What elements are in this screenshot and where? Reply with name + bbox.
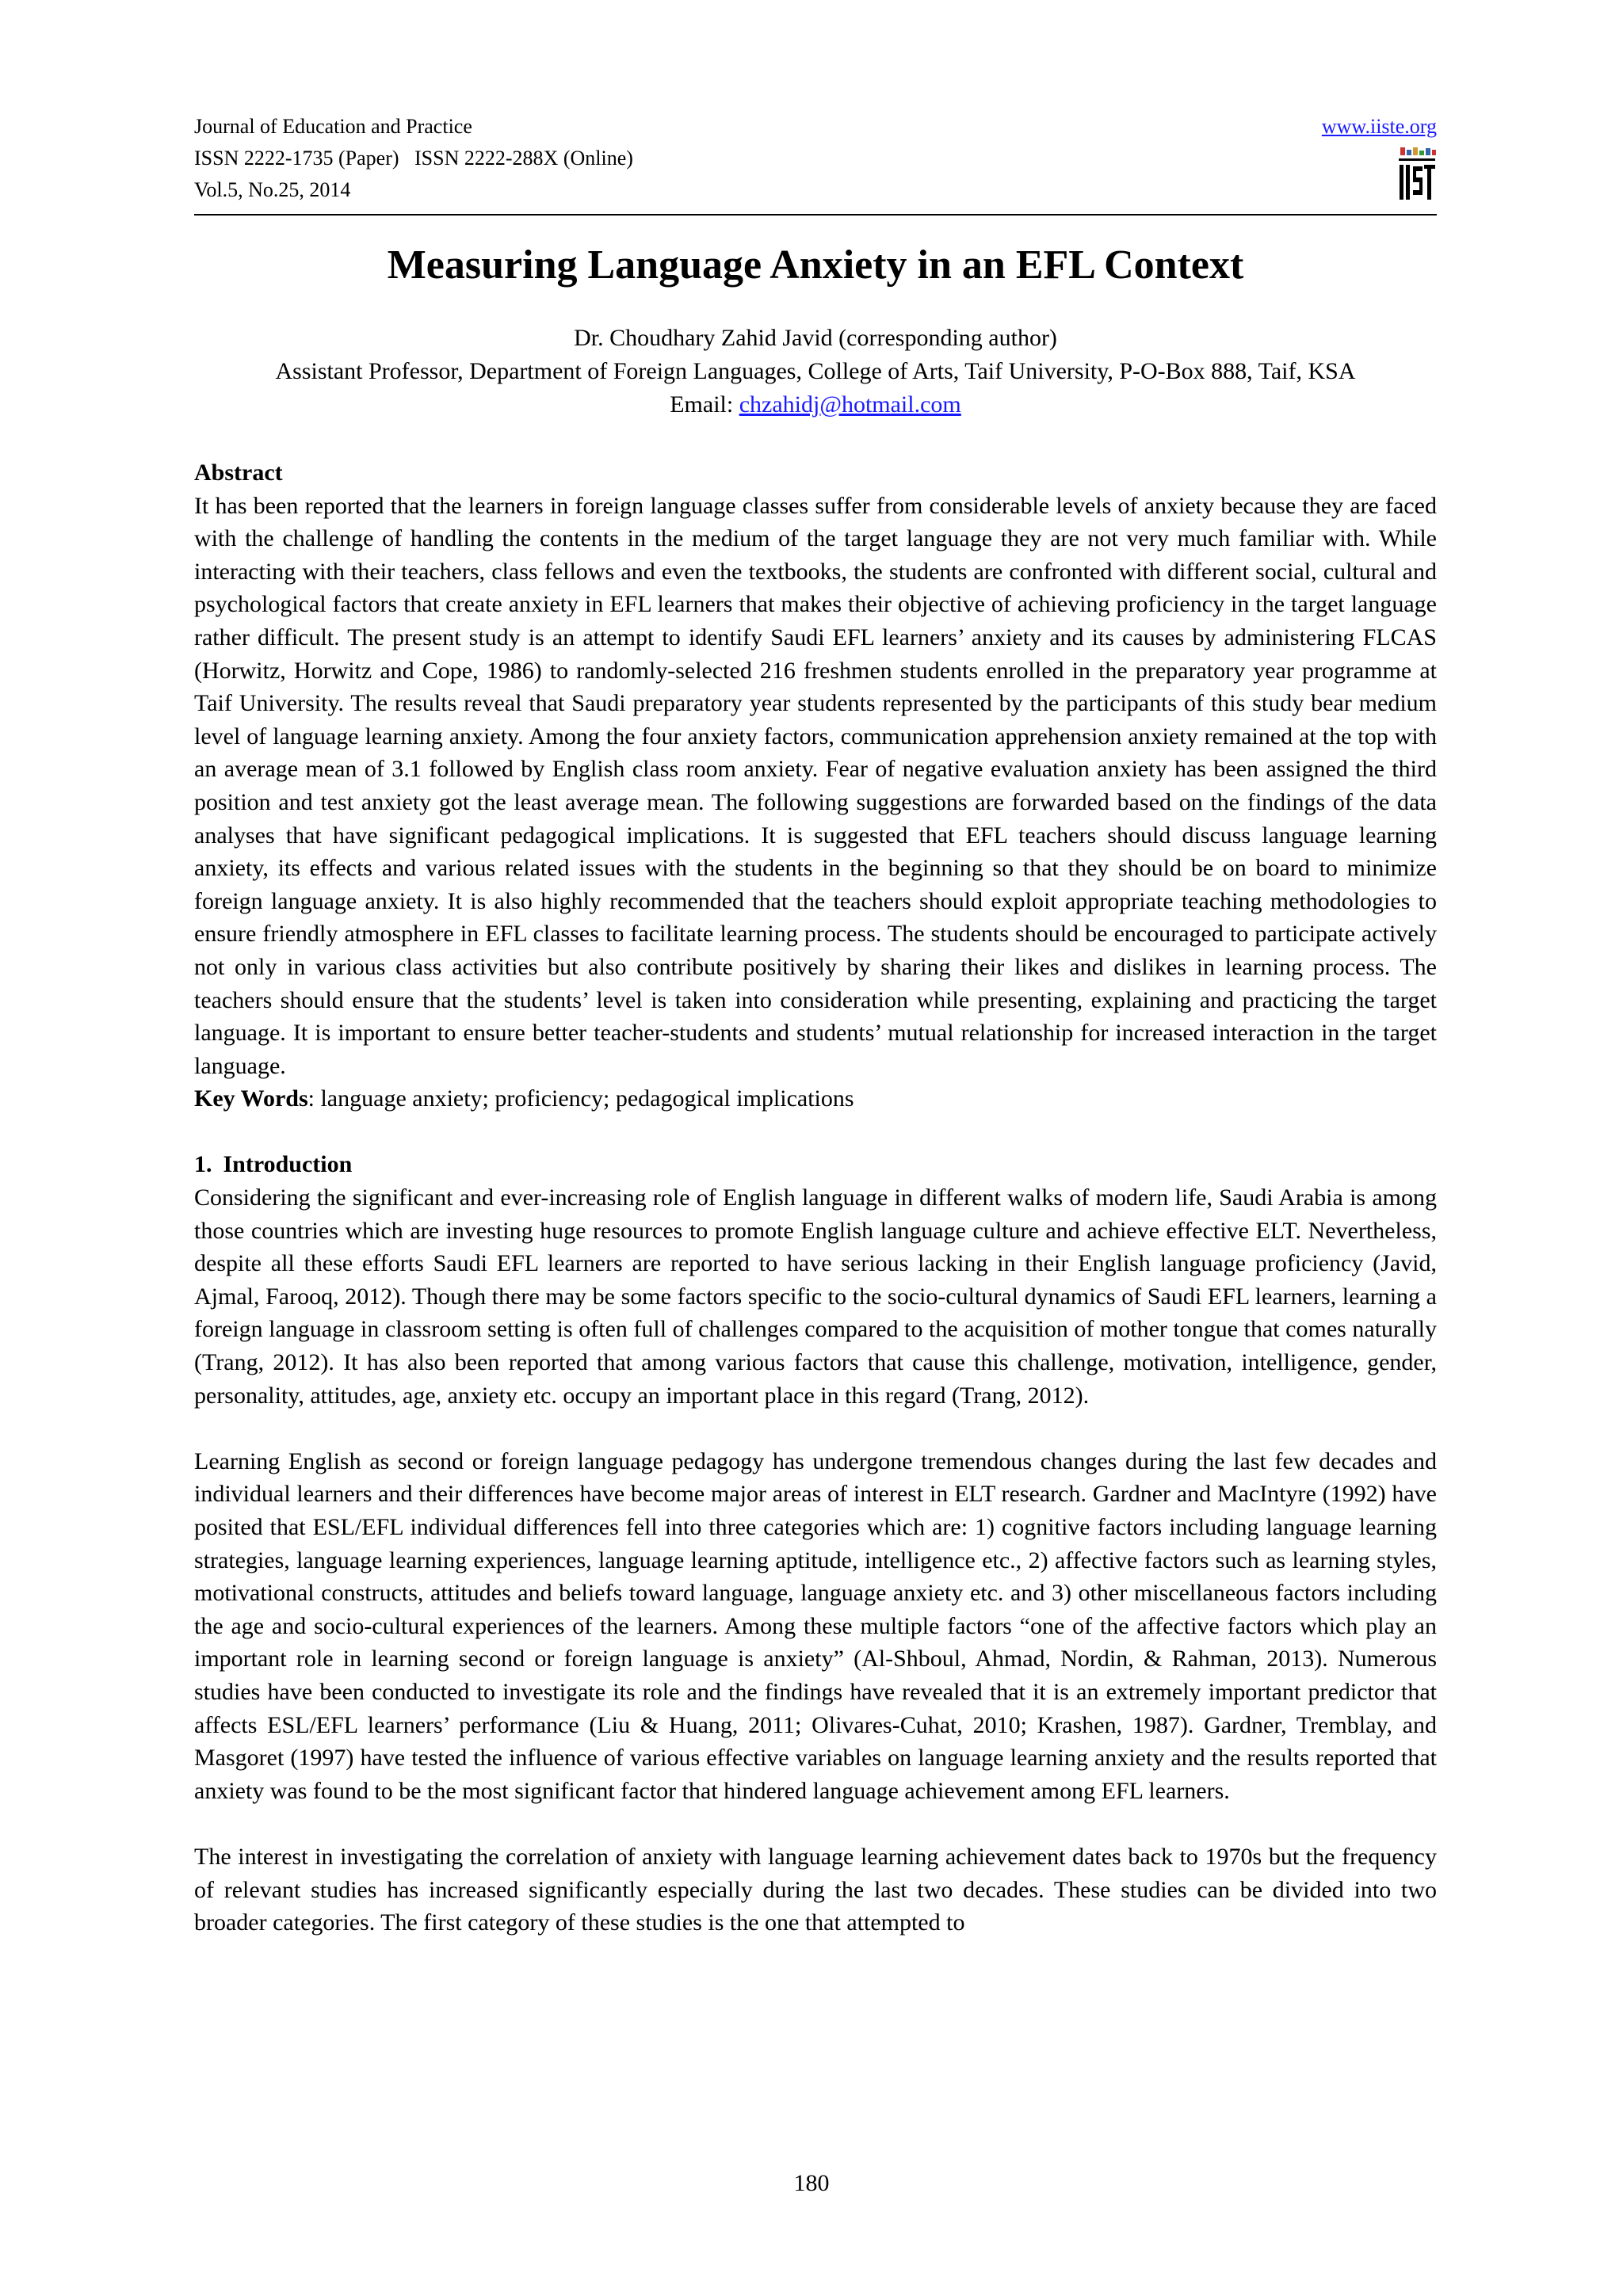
email-label: Email:	[670, 391, 739, 418]
author-block	[194, 322, 1437, 421]
header-divider	[194, 214, 1437, 215]
author-email-link[interactable]: chzahidj@hotmail.com	[739, 391, 961, 418]
section-heading-introduction	[194, 1148, 1437, 1181]
keywords-label: Key Words	[194, 1085, 308, 1112]
section-number: 1.	[194, 1151, 212, 1178]
abstract-text: It has been reported that the learners in foreign language classes suffer from considerable levels of anxiety because they are faced with the challenge of handling the contents in the medium of the target language they are not very much familiar with. While interacting with their teachers, class fellows and even the textbooks, the students are confronted with different social, cultural and psychological factors that create anxiety in EFL learners that makes their objective of achieving proficiency in the target language rather difficult. The present study is an attempt to identify Saudi EFL learners’ anxiety and its causes by administering FLCAS (Horwitz, Horwitz and Cope, 1986) to randomly-selected 216 freshmen students enrolled in the preparatory year programme at Taif University. The results reveal that Saudi preparatory year students represented by the participants of this study bear medium level of language learning anxiety. Among the four anxiety factors, communication apprehension anxiety remained at the top with an average mean of 3.1 followed by English class room anxiety. Fear of negative evaluation anxiety has been assigned the third position and test anxiety got the least average mean. The following suggestions are forwarded based on the findings of the data analyses that have significant pedagogical implications. It is suggested that EFL teachers should discuss language learning anxiety, its effects and various related issues with the students in the beginning so that they should be on board to minimize foreign language anxiety. It is also highly recommended that the teachers should exploit appropriate teaching methodologies to ensure friendly atmosphere in EFL classes to facilitate learning process. The students should be encouraged to participate actively not only in various class activities but also contribute positively by sharing their likes and dislikes in learning process. The teachers should ensure that the students’ level is taken into consideration while presenting, explaining and practicing the target language. It is important to ensure better teacher-students and students’ mutual relationship for increased interaction in the target language.	[194, 492, 1437, 1079]
section-title: Introduction	[223, 1151, 353, 1178]
intro-paragraph-2: Learning English as second or foreign language pedagogy has undergone tremendous changes during the last few decades and individual learners and their differences have become major areas of interest in ELT research. Gardner and MacIntyre (1992) have posited that ESL/EFL individual differences fell into three categories which are: 1) cognitive factors including language learning strategies, language learning experiences, language learning aptitude, intelligence etc., 2) affective factors such as learning styles, motivational constructs, attitudes and beliefs toward language, language anxiety etc. and 3) other miscellaneous factors including the age and socio-cultural experiences of the learners. Among these multiple factors “one of the affective factors which play an important role in learning second or foreign language is anxiety” (Al-Shboul, Ahmad, Nordin, & Rahman, 2013). Numerous studies have been conducted to investigate its role and the findings have revealed that it is an extremely important predictor that affects ESL/EFL learners’ performance (Liu & Huang, 2011; Olivares-Cuhat, 2010; Krashen, 1987). Gardner, Tremblay, and Masgoret (1997) have tested the influence of various effective variables on language learning anxiety and the results reported that anxiety was found to be the most significant factor that hindered language achievement among EFL learners.	[194, 1447, 1437, 1804]
paper-title: Measuring Language Anxiety in an EFL Context	[387, 242, 1244, 288]
keywords-line	[194, 1082, 1437, 1116]
iiste-logo-icon	[1397, 147, 1437, 203]
author-affiliation: Assistant Professor, Department of Foreign Languages, College of Arts, Taif University, P-O-Box 888, Taif, KSA	[275, 358, 1356, 384]
issn-line: ISSN 2222-1735 (Paper) ISSN 2222-288X (Online)	[194, 147, 633, 170]
author-name: Dr. Choudhary Zahid Javid (corresponding author)	[574, 325, 1057, 351]
running-header	[194, 111, 1437, 206]
paper-body	[194, 456, 1437, 1939]
journal-url-link[interactable]: www.iiste.org	[1321, 115, 1437, 138]
intro-paragraph-3: The interest in investigating the correlation of anxiety with language learning achievement dates back to 1970s but the frequency of relevant studies has increased significantly especially during the last two decades. These studies can be divided into two broader categories. The first category of these studies is the one that attempted to	[194, 1843, 1437, 1936]
author-email-line	[194, 388, 1437, 421]
intro-paragraph-1: Considering the significant and ever-increasing role of English language in different walks of modern life, Saudi Arabia is among those countries which are investing huge resources to promote English language culture and achieve effective ELT. Nevertheless, despite all these efforts Saudi EFL learners are reported to have serious lacking in their English language proficiency (Javid, Ajmal, Farooq, 2012). Though there may be some factors specific to the socio-cultural dynamics of Saudi EFL learners, learning a foreign language in classroom setting is often full of challenges compared to the acquisition of mother tongue that comes naturally (Trang, 2012). It has also been reported that among various factors that cause this challenge, motivation, intelligence, gender, personality, attitudes, age, anxiety etc. occupy an important place in this regard (Trang, 2012).	[194, 1184, 1437, 1409]
volume-line: Vol.5, No.25, 2014	[194, 178, 351, 201]
page-number: 180	[793, 2170, 830, 2196]
abstract-heading: Abstract	[194, 460, 283, 486]
journal-name: Journal of Education and Practice	[194, 115, 472, 138]
keywords-text: : language anxiety; proficiency; pedagogical implications	[307, 1085, 854, 1112]
